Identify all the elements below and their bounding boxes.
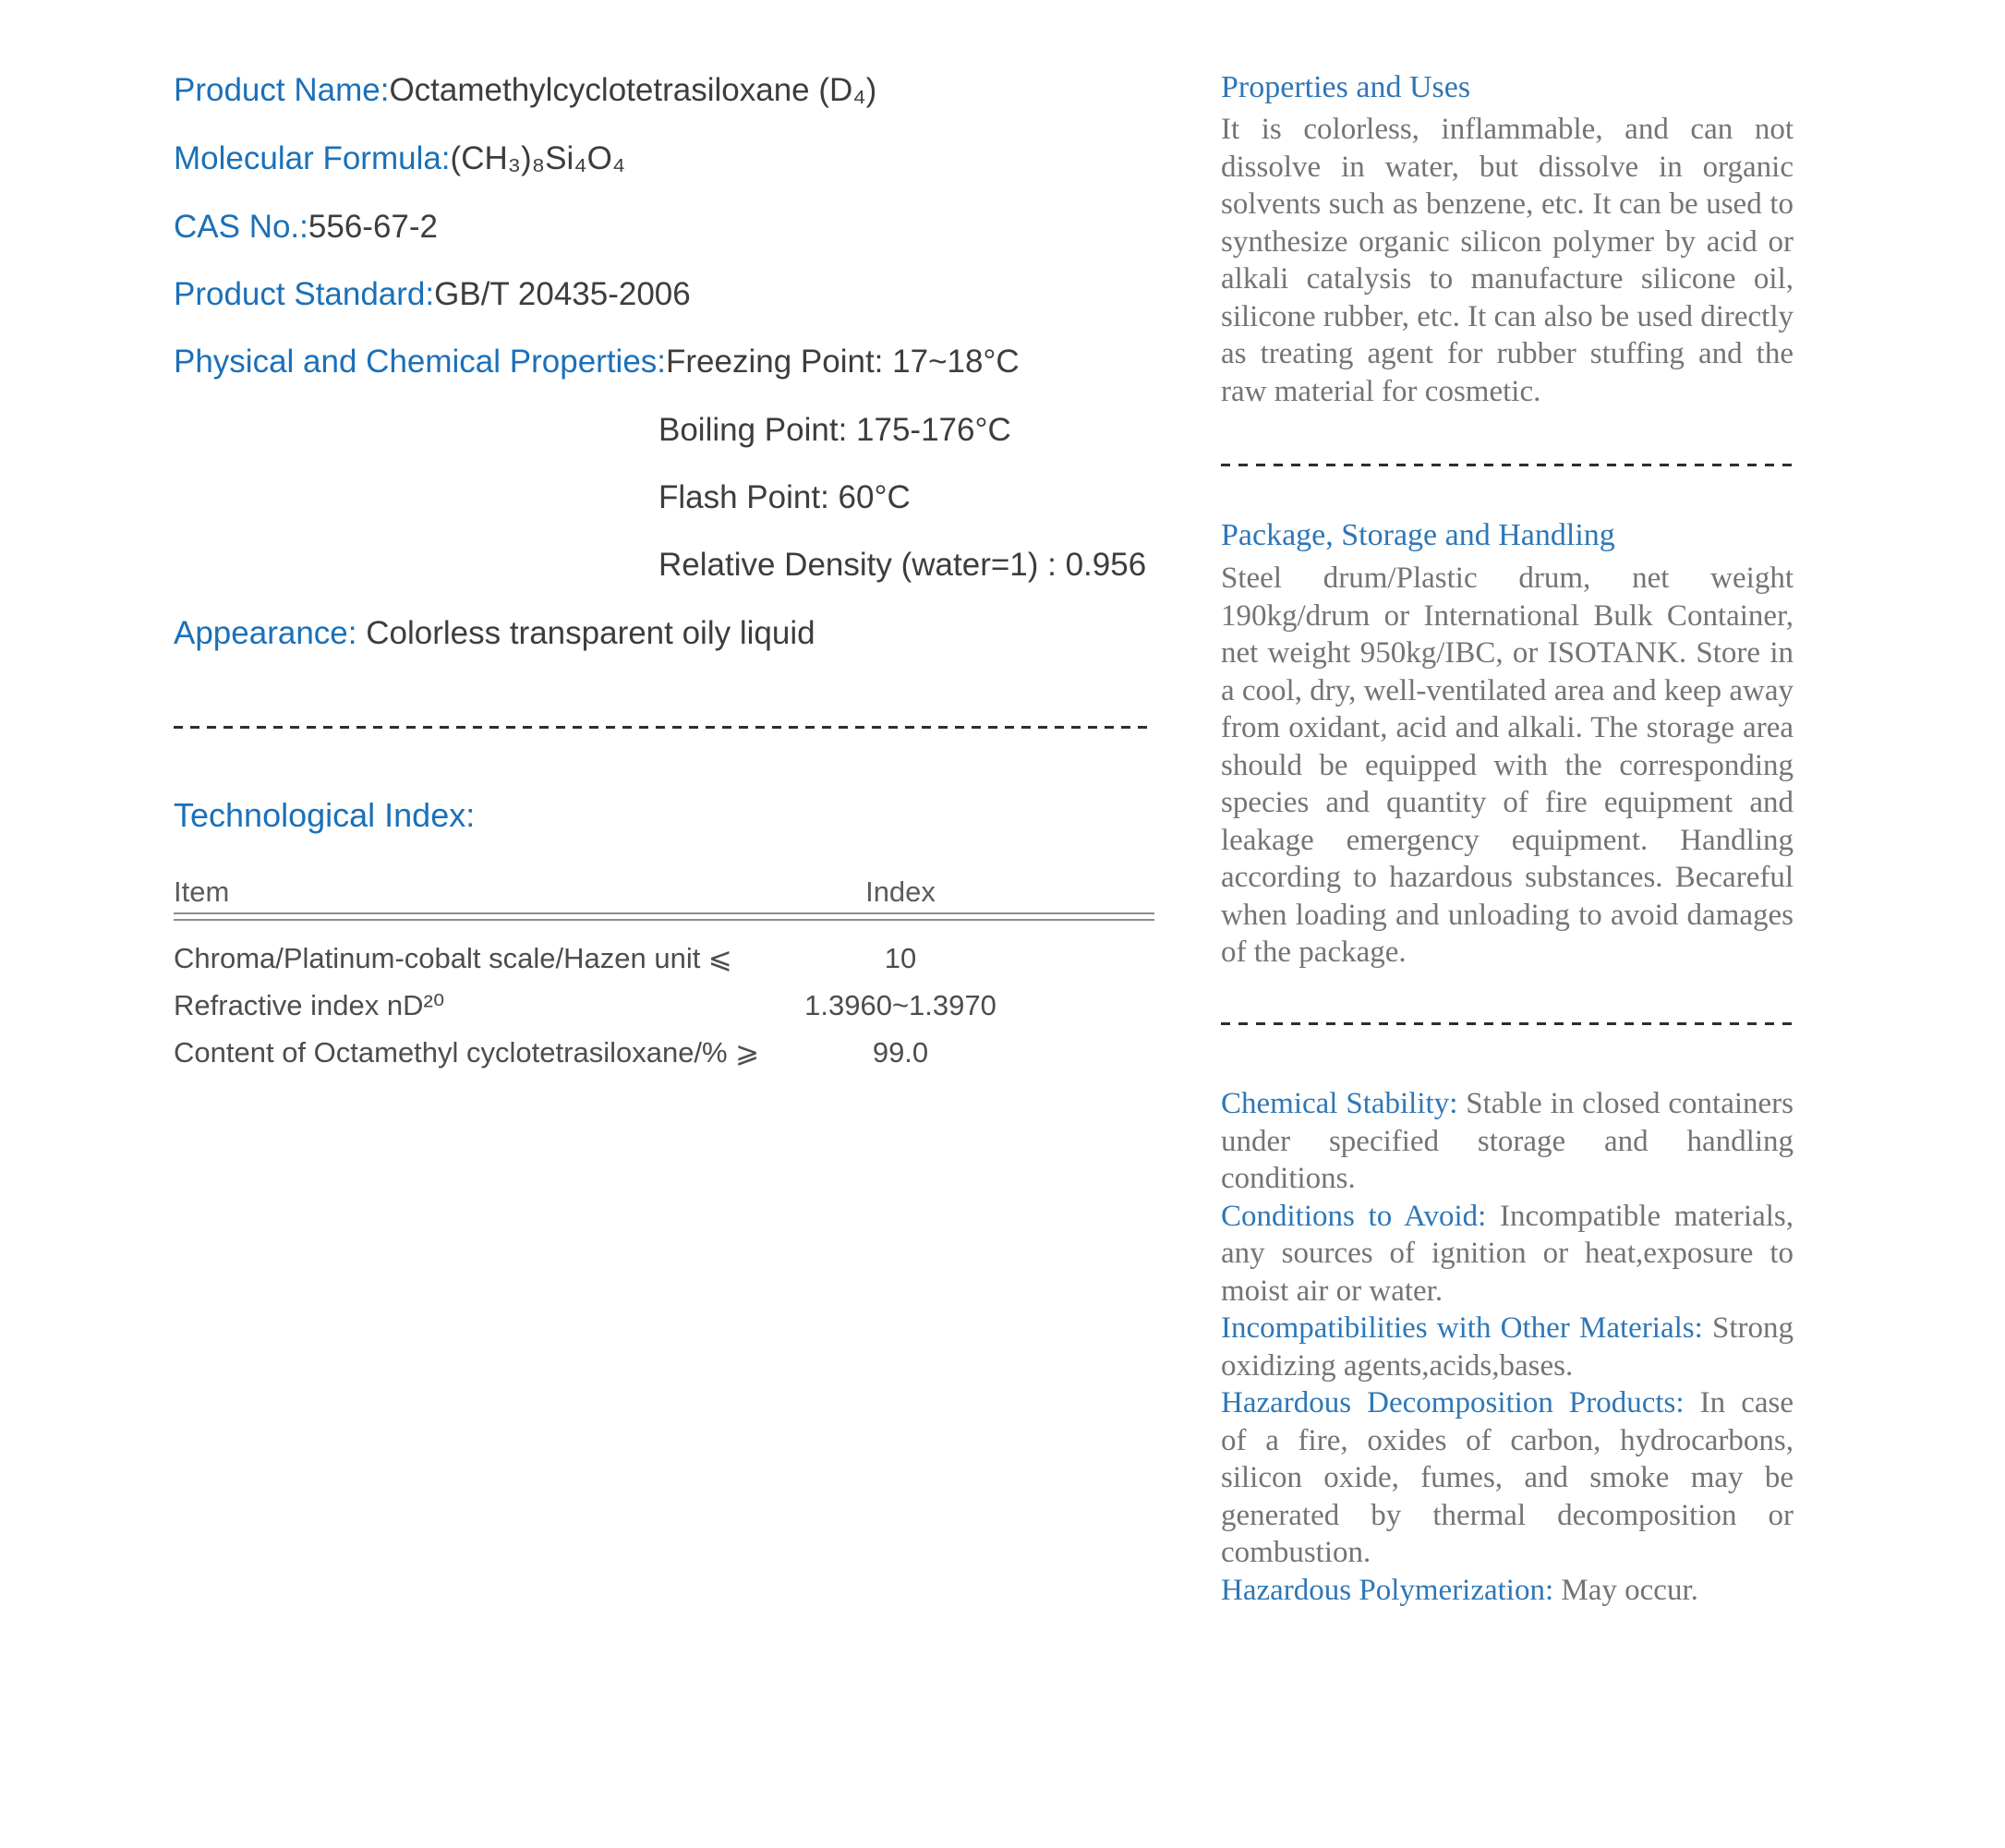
index-cell: 1.3960~1.3970 xyxy=(804,989,996,1021)
table-row xyxy=(174,1036,1154,1069)
index-cell: 99.0 xyxy=(872,1036,929,1069)
safety-text: In case of a fire, oxides of carbon, hydrocarbons, silicon oxide, fumes, and smoke may be generated by thermal decomposition or combustion. xyxy=(1221,1386,1794,1569)
safety-text: Incompatible materials, any sources of ignition or heat,exposure to moist air or water. xyxy=(1221,1199,1794,1308)
field-value: Freezing Point: 17~18°C xyxy=(666,344,1020,380)
safety-text: Stable in closed containers under specified storage and handling conditions. xyxy=(1221,1087,1794,1195)
item-cell: Chroma/Platinum-cobalt scale/Hazen unit ⩽ xyxy=(174,942,732,974)
column-header-item: Item xyxy=(174,876,230,908)
physical-property-line-flash: Flash Point: 60°C xyxy=(658,479,911,515)
properties-uses-heading: Properties and Uses xyxy=(1221,70,1471,104)
field-value: Colorless transparent oily liquid xyxy=(366,615,815,651)
safety-item-conditions-to-avoid xyxy=(1221,1198,1794,1311)
safety-item-incompatibilities xyxy=(1221,1310,1794,1384)
left-dashed-divider xyxy=(174,726,1154,729)
technological-index-heading: Technological Index: xyxy=(174,796,476,834)
field-label: Appearance: xyxy=(174,615,357,651)
field-product-name xyxy=(174,72,876,109)
field-value: GB/T 20435-2006 xyxy=(434,276,691,312)
table-row xyxy=(174,942,1154,975)
package-paragraph: Steel drum/Plastic drum, net weight 190kg/drum or International Bulk Container, net weight 950kg/IBC, or ISOTANK. Store in a cool, dry, well-ventilated area and keep away from oxidant, acid and alkali. The storage area should be equipped with the corresponding species and quantity of fire equipment and leakage emergency equipment. Handling according to hazardous substances. Becareful when loading and unloading to avoid damages of the package. xyxy=(1221,562,1794,969)
physical-property-line-density: Relative Density (water=1) : 0.956 xyxy=(658,547,1147,583)
field-label: Product Standard: xyxy=(174,276,435,312)
field-label: CAS No.: xyxy=(174,209,308,245)
field-label: Physical and Chemical Properties: xyxy=(174,344,667,380)
table-double-rule xyxy=(174,912,1154,921)
field-physical-properties xyxy=(174,344,1020,380)
field-value: 556-67-2 xyxy=(308,209,438,245)
safety-item-hazardous-decomposition xyxy=(1221,1384,1794,1572)
table-header xyxy=(174,876,1154,909)
right-dashed-divider-1 xyxy=(1221,464,1799,466)
field-value: Octamethylcyclotetrasiloxane (D₄) xyxy=(389,72,877,108)
safety-label: Hazardous Polymerization: xyxy=(1221,1573,1554,1607)
safety-text: May occur. xyxy=(1561,1573,1698,1607)
properties-uses-paragraph: It is colorless, inflammable, and can not dissolve in water, but dissolve in organic solvents such as benzene, etc. It can be used to synthesize organic silicon polymer by acid or alkali catalysis to manufacture silicone oil, silicone rubber, etc. It can also be used directly as treating agent for rubber stuffing and the raw material for cosmetic. xyxy=(1221,113,1794,408)
safety-text: Strong oxidizing agents,acids,bases. xyxy=(1221,1311,1794,1383)
safety-section xyxy=(1221,1085,1794,1609)
field-value: (CH₃)₈Si₄O₄ xyxy=(450,140,626,176)
field-label: Product Name: xyxy=(174,72,390,108)
physical-property-line-boiling: Boiling Point: 175-176°C xyxy=(658,412,1011,448)
field-product-standard xyxy=(174,276,691,313)
field-label: Molecular Formula: xyxy=(174,140,451,176)
field-appearance xyxy=(174,615,815,652)
safety-label: Chemical Stability: xyxy=(1221,1087,1458,1120)
field-cas-no xyxy=(174,209,438,246)
index-cell: 10 xyxy=(884,942,917,974)
column-header-index: Index xyxy=(865,876,936,908)
safety-label: Incompatibilities with Other Materials: xyxy=(1221,1311,1703,1345)
safety-item-chemical-stability xyxy=(1221,1085,1794,1198)
package-heading: Package, Storage and Handling xyxy=(1221,518,1615,552)
field-molecular-formula xyxy=(174,140,625,177)
safety-item-hazardous-polymerization xyxy=(1221,1572,1794,1610)
item-cell: Refractive index nD²⁰ xyxy=(174,989,445,1021)
safety-label: Hazardous Decomposition Products: xyxy=(1221,1386,1685,1419)
item-cell: Content of Octamethyl cyclotetrasiloxane/% ⩾ xyxy=(174,1036,760,1069)
safety-label: Conditions to Avoid: xyxy=(1221,1199,1487,1233)
table-row xyxy=(174,989,1154,1022)
right-dashed-divider-2 xyxy=(1221,1022,1799,1025)
